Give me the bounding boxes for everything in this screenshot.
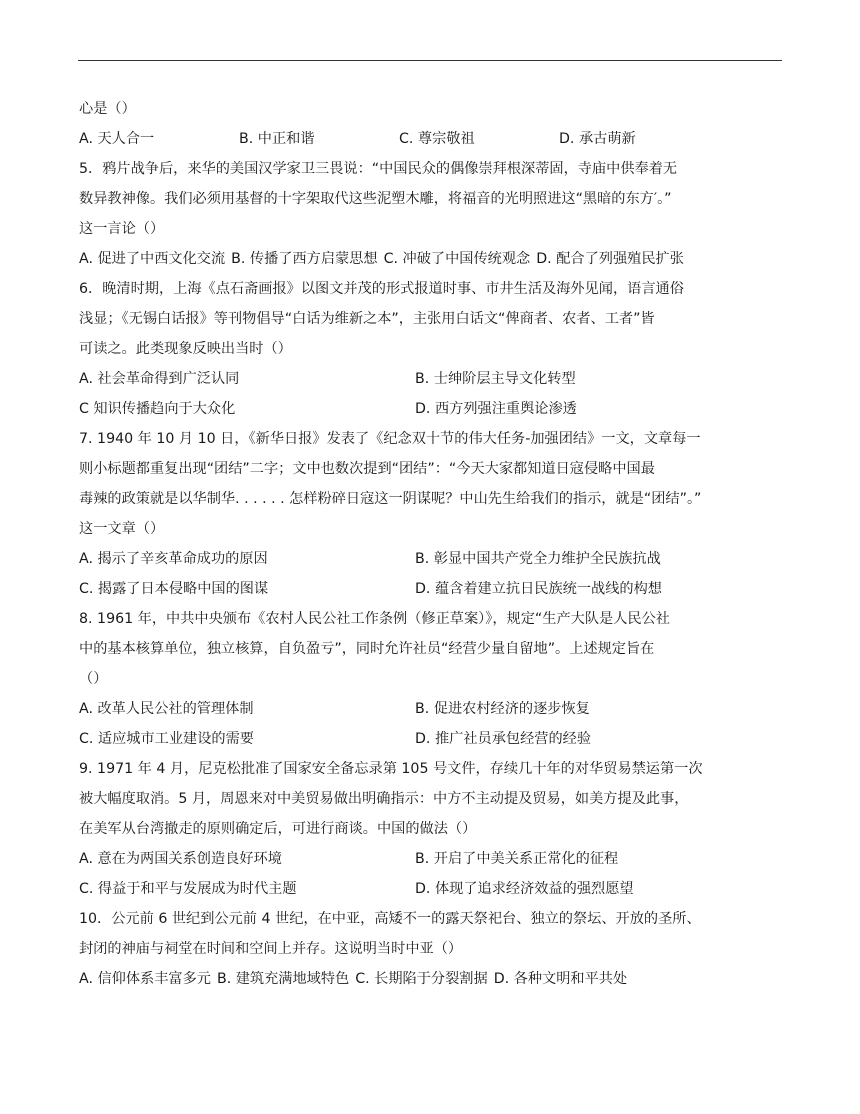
q9-option-a[interactable]: A. 意在为两国关系创造良好环境 bbox=[79, 851, 282, 867]
q6-option-b[interactable]: B. 士绅阶层主导文化转型 bbox=[415, 371, 576, 387]
q6-option-d[interactable]: D. 西方列强注重舆论渗透 bbox=[415, 401, 577, 417]
q5-stem-line: 数异教神像。我们必须用基督的十字架取代这些泥塑木雕，将福音的光明照进这“黑暗的东方′。” bbox=[79, 191, 672, 207]
q7-stem-line: 7. 1940 年 10 月 10 日，《新华日报》发表了《纪念双十节的伟大任务-加强团结》一文，文章每一 bbox=[79, 431, 701, 447]
q6-stem-line: 可读之。此类现象反映出当时（） bbox=[79, 341, 292, 357]
q4-option-c[interactable]: C. 尊宗敬祖 bbox=[399, 131, 475, 147]
q7-options-row1 bbox=[79, 550, 782, 569]
q6-options-row1 bbox=[79, 370, 782, 389]
q4-option-a[interactable]: A. 天人合一 bbox=[79, 131, 155, 147]
header-rule bbox=[78, 60, 782, 61]
q8-option-c[interactable]: C. 适应城市工业建设的需要 bbox=[79, 731, 254, 747]
q9-options-row1 bbox=[79, 850, 782, 869]
q10-option-d[interactable]: D. 各种文明和平共处 bbox=[493, 971, 628, 987]
q5-option-d[interactable]: D. 配合了列强殖民扩张 bbox=[536, 251, 684, 267]
q8-options-row2 bbox=[79, 730, 782, 749]
q8-option-b[interactable]: B. 促进农村经济的逐步恢复 bbox=[415, 701, 590, 717]
q9-option-c[interactable]: C. 得益于和平与发展成为时代主题 bbox=[79, 881, 297, 897]
q7-stem-line: 毒辣的政策就是以华制华. . . . . . 怎样粉碎日寇这一阴谋呢？中山先生给我们的指示，就是“团结”。” bbox=[79, 491, 702, 507]
q8-stem-line: 中的基本核算单位，独立核算，自负盈亏”，同时允许社员“经营少量自留地”。上述规定旨在 bbox=[79, 641, 655, 657]
q5-option-b[interactable]: B. 传播了西方启蒙思想 bbox=[231, 251, 378, 267]
q9-options-row2 bbox=[79, 880, 782, 899]
q7-option-d[interactable]: D. 蕴含着建立抗日民族统一战线的构想 bbox=[415, 581, 662, 597]
q4-options bbox=[79, 130, 782, 149]
q10-stem-line: 10．公元前 6 世纪到公元前 4 世纪，在中亚，高矮不一的露天祭祀台、独立的祭坛、开放的圣所、 bbox=[79, 911, 701, 927]
q7-option-c[interactable]: C. 揭露了日本侵略中国的图谋 bbox=[79, 581, 269, 597]
q4-option-b[interactable]: B. 中正和谐 bbox=[239, 131, 315, 147]
q9-option-b[interactable]: B. 开启了中美关系正常化的征程 bbox=[415, 851, 619, 867]
q9-stem-line: 被大幅度取消。5 月，周恩来对中美贸易做出明确指示：中方不主动提及贸易，如美方提及此事， bbox=[79, 791, 689, 807]
q8-option-a[interactable]: A. 改革人民公社的管理体制 bbox=[79, 701, 254, 717]
q5-option-c[interactable]: C. 冲破了中国传统观念 bbox=[383, 251, 531, 267]
q4-option-d[interactable]: D. 承古萌新 bbox=[559, 131, 636, 147]
q9-stem-line: 9. 1971 年 4 月，尼克松批准了国家安全备忘录第 105 号文件，存续几十年的对华贸易禁运第一次 bbox=[79, 761, 703, 777]
q10-option-a[interactable]: A. 信仰体系丰富多元 bbox=[79, 971, 211, 987]
q8-stem-line: 8. 1961 年，中共中央颁布《农村人民公社工作条例（修正草案）》，规定“生产大队是人民公社 bbox=[79, 611, 670, 627]
q10-option-c[interactable]: C. 长期陷于分裂割据 bbox=[355, 971, 488, 987]
q7-option-a[interactable]: A. 揭示了辛亥革命成功的原因 bbox=[79, 551, 268, 567]
q9-option-d[interactable]: D. 体现了追求经济效益的强烈愿望 bbox=[415, 881, 634, 897]
q8-options-row1 bbox=[79, 700, 782, 719]
q7-options-row2 bbox=[79, 580, 782, 599]
q6-stem-line: 6．晚清时期，上海《点石斋画报》以图文并茂的形式报道时事、市井生活及海外见闻，语言通俗 bbox=[79, 281, 684, 297]
q5-stem-line: 这一言论（） bbox=[79, 221, 165, 237]
q7-option-b[interactable]: B. 彰显中国共产党全力维护全民族抗战 bbox=[415, 551, 661, 567]
q4-stem-tail: 心是（） bbox=[79, 101, 136, 117]
q5-option-a[interactable]: A. 促进了中西文化交流 bbox=[79, 251, 226, 267]
q5-stem-line: 5．鸦片战争后，来华的美国汉学家卫三畏说：“中国民众的偶像崇拜根深蒂固，寺庙中供奉着无 bbox=[79, 161, 678, 177]
exam-page bbox=[79, 100, 782, 1000]
q8-stem-line: （） bbox=[79, 671, 108, 687]
q10-stem-line: 封闭的神庙与祠堂在时间和空间上并存。这说明当时中亚（） bbox=[79, 941, 463, 957]
q6-stem-line: 浅显；《无锡白话报》等刊物倡导“白话为维新之本”，主张用白话文“俾商者、农者、工者”皆 bbox=[79, 311, 655, 327]
q6-option-c[interactable]: C 知识传播趋向于大众化 bbox=[79, 401, 236, 417]
q10-option-b[interactable]: B. 建筑充满地域特色 bbox=[216, 971, 350, 987]
q7-stem-line: 这一文章（） bbox=[79, 521, 165, 537]
q8-option-d[interactable]: D. 推广社员承包经营的经验 bbox=[415, 731, 592, 747]
q6-option-a[interactable]: A. 社会革命得到广泛认同 bbox=[79, 371, 240, 387]
q6-options-row2 bbox=[79, 400, 782, 419]
q5-options bbox=[79, 250, 782, 269]
q10-options bbox=[79, 970, 782, 989]
q7-stem-line: 则小标题都重复出现“团结”二字；文中也数次提到“团结”：“今天大家都知道日寇侵略中国最 bbox=[79, 461, 655, 477]
q9-stem-line: 在美军从台湾撤走的原则确定后，可进行商谈。中国的做法（） bbox=[79, 821, 477, 837]
